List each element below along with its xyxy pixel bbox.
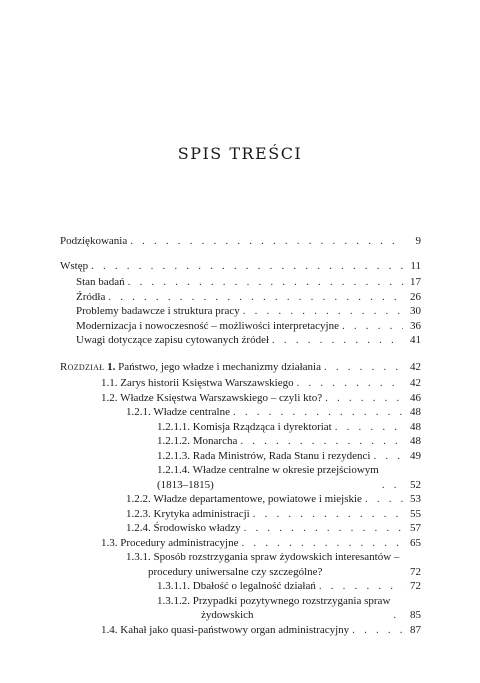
toc-page-number: 42 bbox=[410, 377, 421, 389]
toc-label: Kahał jako quasi-państwowy organ administracyjny bbox=[120, 623, 350, 636]
toc-entry-intro-item[interactable] bbox=[60, 275, 421, 290]
toc-entry-intro-item[interactable] bbox=[60, 333, 421, 348]
toc-page-number: 46 bbox=[410, 391, 421, 404]
dot-leader bbox=[108, 290, 403, 305]
toc-entry-subsection[interactable] bbox=[60, 492, 421, 507]
section-number: 1.2.1.2. bbox=[157, 435, 190, 447]
toc-label: Dbałość o legalność działań bbox=[192, 580, 316, 592]
dot-leader bbox=[335, 420, 403, 435]
toc-label: Krytyka administracji bbox=[153, 507, 250, 520]
toc-page-number: 11 bbox=[410, 259, 421, 272]
section-number: 1.3.1.2. bbox=[157, 594, 190, 607]
toc-page-number: 72 bbox=[410, 565, 421, 578]
section-number: 1.2.1.4. bbox=[157, 464, 190, 476]
toc-page-number: 9 bbox=[415, 235, 421, 247]
toc-page-number: 48 bbox=[410, 420, 421, 433]
dot-leader bbox=[241, 536, 403, 551]
page-title: SPIS TREŚCI bbox=[177, 144, 303, 163]
dot-leader bbox=[297, 376, 403, 391]
toc-page-number: 49 bbox=[410, 449, 421, 462]
toc-entry-section[interactable] bbox=[60, 536, 421, 551]
toc-label-line-1: Sposób rozstrzygania spraw żydowskich interesantów – bbox=[153, 551, 400, 563]
dot-leader bbox=[382, 478, 403, 493]
dot-leader bbox=[130, 234, 403, 249]
toc-label: Problemy badawcze i struktura pracy bbox=[76, 305, 240, 317]
toc-entry-subsubsection[interactable] bbox=[60, 579, 421, 594]
toc-entry-subsubsection[interactable] bbox=[60, 434, 421, 449]
toc-label: Modernizacja i nowoczesność – możliwości interpretacyjne bbox=[76, 319, 339, 332]
dot-leader bbox=[233, 405, 403, 420]
toc-page-number: 26 bbox=[410, 290, 421, 303]
chapter-title: Państwo, jego władze i mechanizmy działania bbox=[118, 360, 321, 373]
toc-label: Wstęp bbox=[60, 259, 89, 272]
toc-label: Władze departamentowe, powiatowe i miejskie bbox=[153, 493, 362, 505]
toc-label: Podziękowania bbox=[60, 235, 128, 247]
section-number: 1.4. bbox=[101, 623, 118, 636]
toc-page-number: 52 bbox=[410, 478, 421, 491]
dot-leader bbox=[272, 333, 403, 348]
dot-leader bbox=[365, 492, 403, 507]
section-number: 1.2.1.3. bbox=[157, 449, 190, 462]
toc-entry-subsection[interactable] bbox=[60, 521, 421, 536]
toc-entry-introduction[interactable] bbox=[60, 259, 421, 274]
toc-entry-intro-item[interactable] bbox=[60, 304, 421, 319]
dot-leader bbox=[325, 391, 403, 406]
dot-leader bbox=[319, 579, 403, 594]
toc-label: Rada Ministrów, Rada Stanu i rezydenci bbox=[192, 449, 371, 462]
toc-entry-section[interactable] bbox=[60, 391, 421, 406]
toc-page-number: 48 bbox=[410, 406, 421, 418]
toc-label: Środowisko władzy bbox=[153, 522, 241, 534]
toc-label-line-1: Przypadki pozytywnego rozstrzygania spraw bbox=[192, 594, 391, 607]
toc-entry-subsubsection[interactable] bbox=[60, 594, 421, 623]
toc-page-number: 41 bbox=[410, 334, 421, 346]
toc-page-number: 42 bbox=[410, 360, 421, 373]
toc-label: Monarcha bbox=[192, 435, 238, 447]
section-number: 1.2.2. bbox=[126, 493, 151, 505]
toc-label-line-2: (1813–1815) bbox=[157, 478, 214, 491]
toc-page-number: 72 bbox=[410, 580, 421, 592]
toc-page-number: 87 bbox=[410, 623, 421, 636]
toc-entry-subsubsection[interactable] bbox=[60, 463, 421, 492]
dot-leader bbox=[352, 623, 403, 638]
dot-leader bbox=[240, 434, 403, 449]
toc-label-line-2: żydowskich bbox=[201, 609, 254, 621]
section-number: 1.3. bbox=[101, 536, 118, 549]
section-number: 1.2.4. bbox=[126, 522, 151, 534]
toc-entry-subsubsection[interactable] bbox=[60, 449, 421, 464]
dot-leader bbox=[91, 259, 403, 274]
toc-entry-subsubsection[interactable] bbox=[60, 420, 421, 435]
toc-entry-intro-item[interactable] bbox=[60, 319, 421, 334]
toc-label: Uwagi dotyczące zapisu cytowanych źródeł bbox=[76, 334, 270, 346]
toc-page-number: 30 bbox=[410, 305, 421, 317]
table-of-contents bbox=[60, 234, 421, 637]
toc-entry-subsection[interactable] bbox=[60, 550, 421, 579]
section-number: 1.1. bbox=[101, 377, 118, 389]
toc-label: Procedury administracyjne bbox=[120, 536, 239, 549]
toc-label-line-2: procedury uniwersalne czy szczególne? bbox=[148, 565, 323, 578]
toc-entry-intro-item[interactable] bbox=[60, 290, 421, 305]
toc-page-number: 55 bbox=[410, 507, 421, 520]
toc-page-number: 65 bbox=[410, 536, 421, 549]
toc-entry-acknowledgements[interactable] bbox=[60, 234, 421, 249]
toc-label: Stan badań bbox=[76, 276, 125, 288]
dot-leader bbox=[253, 507, 403, 522]
toc-page-number: 85 bbox=[410, 609, 421, 621]
toc-label-line-1: Władze centralne w okresie przejściowym bbox=[192, 464, 379, 476]
toc-entry-subsection[interactable] bbox=[60, 507, 421, 522]
toc-page-number: 17 bbox=[410, 276, 421, 288]
dot-leader bbox=[373, 449, 403, 464]
section-number: 1.2.1.1. bbox=[157, 420, 190, 433]
toc-label: Władze Księstwa Warszawskiego – czyli kto? bbox=[120, 391, 323, 404]
dot-leader bbox=[243, 304, 403, 319]
dot-leader bbox=[393, 608, 403, 623]
dot-leader bbox=[342, 319, 403, 334]
dot-leader bbox=[128, 275, 403, 290]
section-number: 1.2.1. bbox=[126, 406, 151, 418]
section-number: 1.2.3. bbox=[126, 507, 151, 520]
toc-entry-chapter-1[interactable] bbox=[60, 360, 421, 375]
dot-leader bbox=[402, 565, 403, 580]
toc-label: Komisja Rządząca i dyrektoriat bbox=[192, 420, 332, 433]
toc-page-number: 48 bbox=[410, 435, 421, 447]
toc-entry-subsection[interactable] bbox=[60, 405, 421, 420]
toc-entry-section[interactable] bbox=[60, 376, 421, 391]
toc-page-number: 53 bbox=[410, 493, 421, 505]
toc-label: Władze centralne bbox=[153, 406, 230, 418]
chapter-number: 1. bbox=[107, 360, 116, 373]
dot-leader bbox=[324, 360, 403, 375]
toc-page-number: 57 bbox=[410, 522, 421, 534]
section-number: 1.3.1. bbox=[126, 551, 151, 563]
section-number: 1.3.1.1. bbox=[157, 580, 190, 592]
toc-label: Źródła bbox=[76, 290, 106, 303]
toc-page-number: 36 bbox=[410, 319, 421, 332]
dot-leader bbox=[244, 521, 403, 536]
toc-label: Zarys historii Księstwa Warszawskiego bbox=[120, 377, 294, 389]
toc-entry-section[interactable] bbox=[60, 623, 421, 638]
section-number: 1.2. bbox=[101, 391, 118, 404]
chapter-prefix: Rozdział bbox=[60, 360, 105, 373]
